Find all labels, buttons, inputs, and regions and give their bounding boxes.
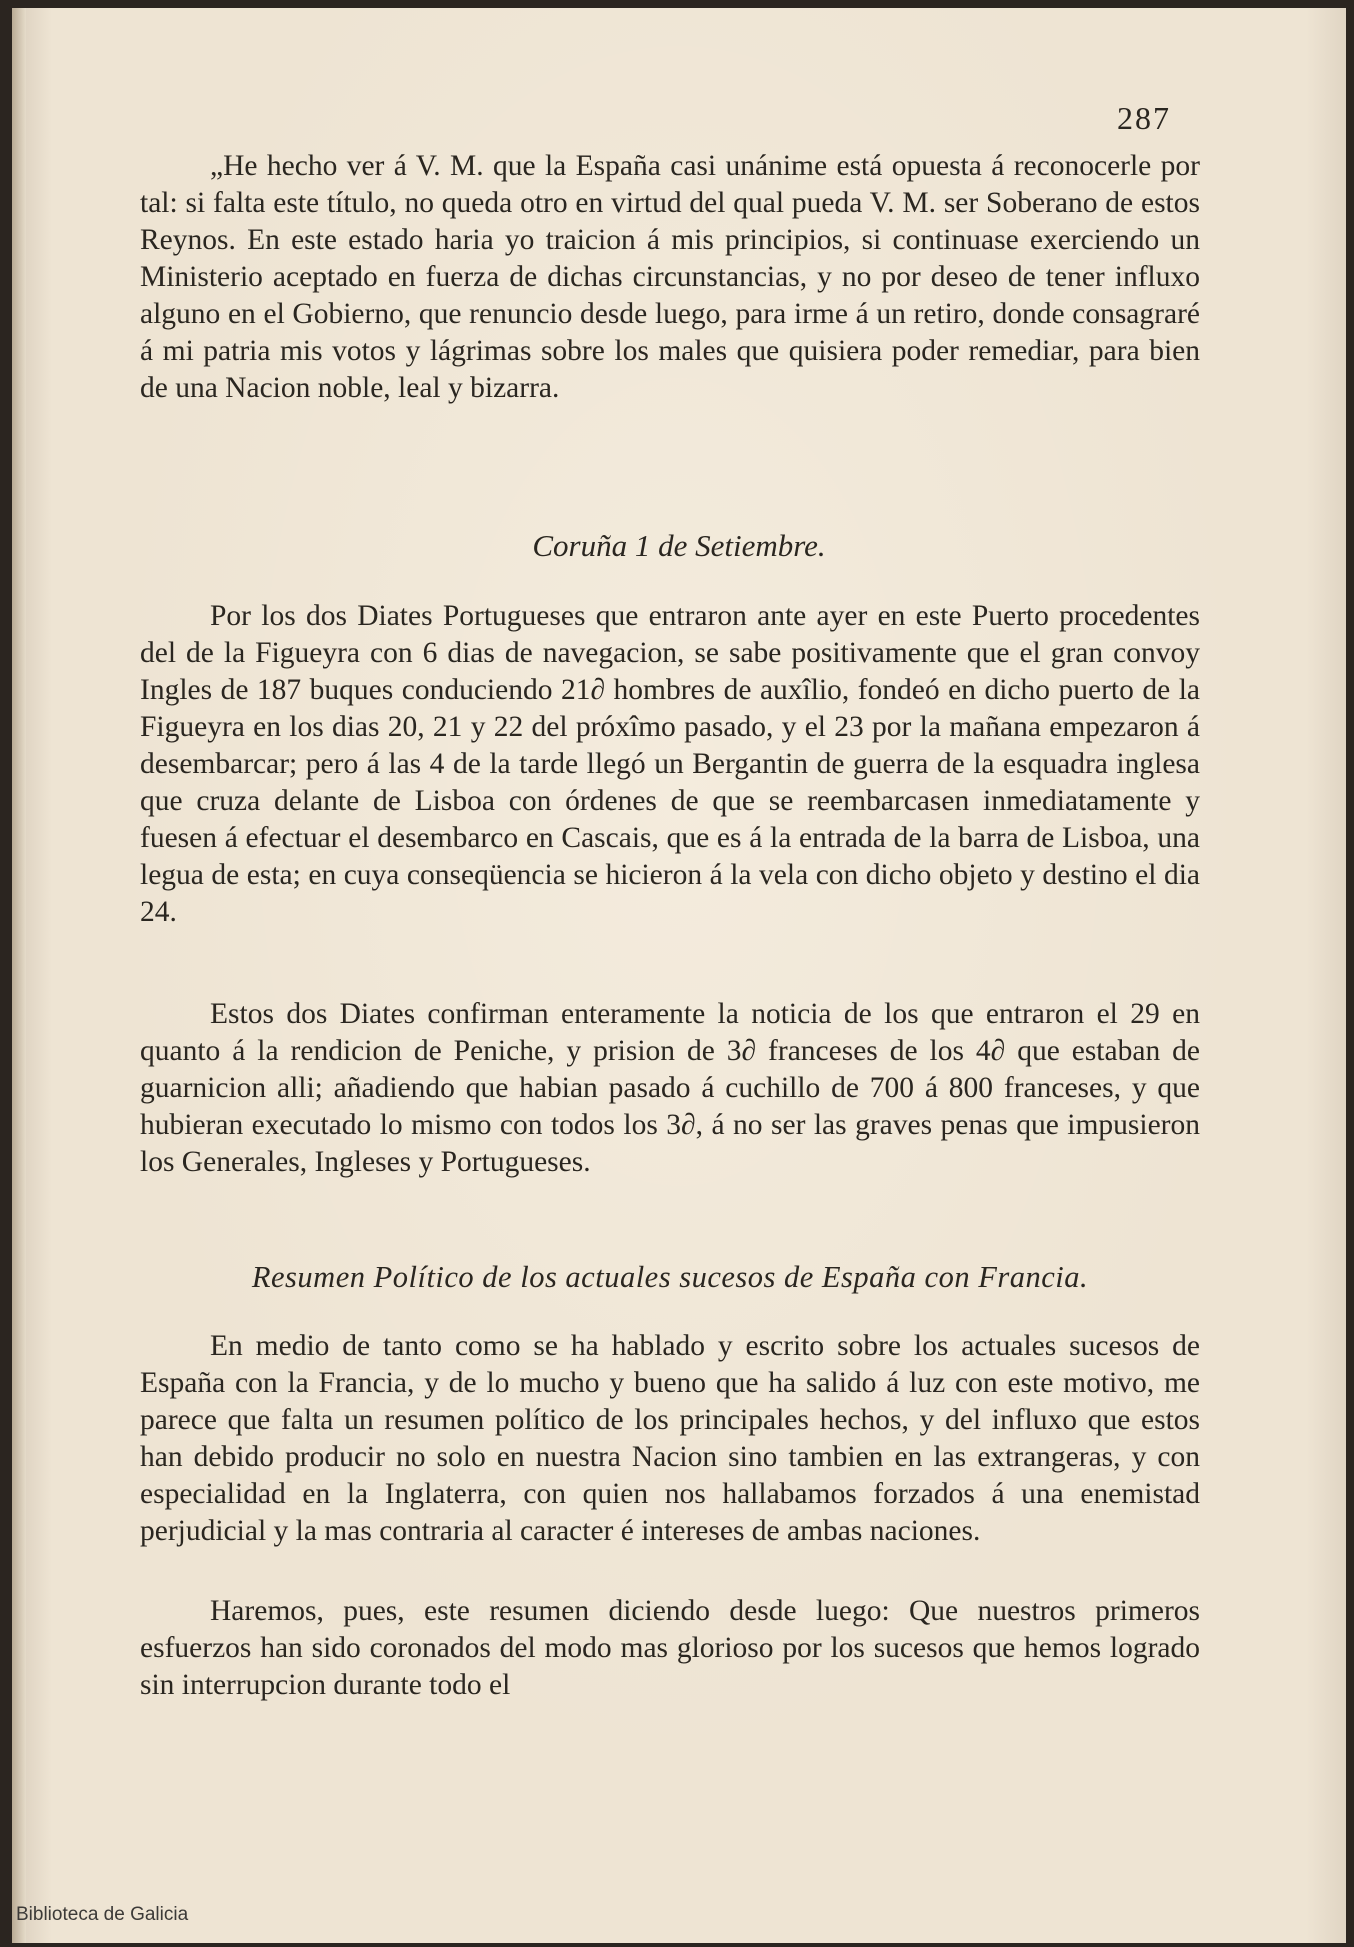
dateline: Coruña 1 de Setiembre. bbox=[532, 528, 826, 563]
library-watermark: Biblioteca de Galicia bbox=[16, 1904, 189, 1925]
section-heading: Resumen Político de los actuales sucesos de España con Francia. bbox=[251, 1260, 1089, 1294]
paragraph-resignation-letter: „He hecho ver á V. M. que la España casi unánime está opuesta á reconocerle por tal: si falta este título, no queda otro en virtud del qual pueda V. M. ser Soberano de estos Reynos. En este estado haria yo traicion á mis principios, si continuase exerciendo un Ministerio aceptado en fuerza de dichas circunstancias, y no por deseo de tener influxo alguno en el Gobierno, que renuncio desde luego, para irme á un retiro, donde consagraré á mi patria mis votos y lágrimas sobre los males que quisiera poder remediar, para bien de una Nacion noble, leal y bizarra. bbox=[140, 150, 1200, 404]
scanned-page bbox=[12, 8, 1346, 1943]
paragraph-resumen-start: Haremos, pues, este resumen diciendo desde luego: Que nuestros primeros esfuerzos han sido coronados del modo mas glorioso por los sucesos que hemos logrado sin interrupcion durante todo el bbox=[140, 1595, 1200, 1701]
page-number: 287 bbox=[1117, 100, 1171, 136]
paragraph-resumen-intro: En medio de tanto como se ha hablado y escrito sobre los actuales sucesos de España con la Francia, y de lo mucho y bueno que ha salido á luz con este motivo, me parece que falta un resumen político de los principales hechos, y del influxo que estos han debido producir no solo en nuestra Nacion sino tambien en las extrangeras, y con especialidad en la Inglaterra, con quien nos hallabamos forzados á una enemistad perjudicial y la mas contraria al caracter é intereses de ambas naciones. bbox=[140, 1330, 1200, 1547]
page-binding-edge bbox=[12, 8, 26, 1943]
paragraph-convoy-news: Por los dos Diates Portugueses que entraron ante ayer en este Puerto procedentes del de la Figueyra con 6 dias de navegacion, se sabe positivamente que el gran convoy Ingles de 187 buques conduciendo 21∂ hombres de auxîlio, fondeó en dicho puerto de la Figueyra en los dias 20, 21 y 22 del próxîmo pasado, y el 23 por la mañana empezaron á desembarcar; pero á las 4 de la tarde llegó un Bergantin de guerra de la esquadra inglesa que cruza delante de Lisboa con órdenes de que se reembarcasen inmediatamente y fuesen á efectuar el desembarco en Cascais, que es á la entrada de la barra de Lisboa, una legua de esta; en cuya conseqüencia se hicieron á la vela con dicho objeto y destino el dia 24. bbox=[140, 600, 1200, 928]
paragraph-peniche-news: Estos dos Diates confirman enteramente la noticia de los que entraron el 29 en quanto á la rendicion de Peniche, y prision de 3∂ franceses de los 4∂ que estaban de guarnicion alli; añadiendo que habian pasado á cuchillo de 700 á 800 franceses, y que hubieran executado lo mismo con todos los 3∂, á no ser las graves penas que impusieron los Generales, Ingleses y Portugueses. bbox=[140, 998, 1200, 1178]
